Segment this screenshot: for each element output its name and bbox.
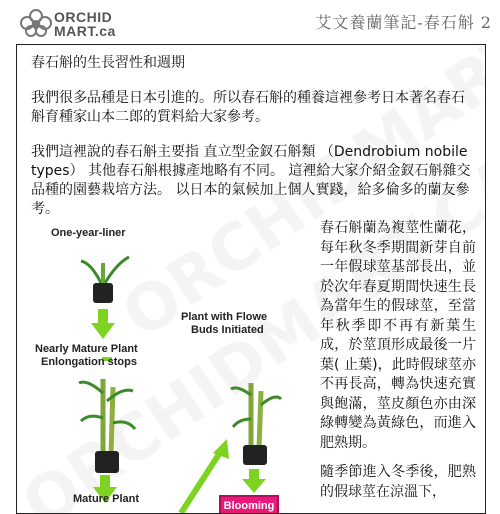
orchid-flower-icon (16, 8, 56, 38)
section-title: 春石斛的生長習性和週期 (31, 55, 185, 71)
growth-cycle-diagram (31, 223, 327, 513)
page-title: 艾文養蘭筆記-春石斛 2 (315, 13, 492, 32)
nobile-paragraph: 我們這裡說的春石斛主要指 直立型金釵石斛類 （Dendrobium nobile types） 其他春石斛根據產地略有不同。 這裡給大家介紹金釵石斛雜交品種的園藝栽培方法。 以日本的氣候加上個人實踐，給多倫多的蘭友參考。 (31, 144, 471, 217)
logo-text-line1: ORCHID (54, 9, 113, 25)
budding-plant-image (231, 383, 281, 465)
nearly-mature-label-line2: Enlongation stops (41, 356, 137, 368)
orchidmart-logo[interactable] (16, 8, 136, 38)
nearly-mature-plant-image (79, 379, 135, 473)
one-year-liner-label: One-year-liner (51, 227, 126, 239)
logo-text-line2: MART.ca (54, 23, 116, 39)
down-arrow-icon (242, 469, 266, 493)
flower-buds-label-line2: Buds Initiated (191, 324, 264, 336)
page-header (0, 0, 500, 44)
intro-paragraph: 我們很多品種是日本引進的。所以春石斛的種養這裡參考日本著名春石斛育種家山本二郎的質料給大家參考。 (31, 90, 465, 125)
growth-habit-text: 春石斛蘭為複莖性蘭花，每年秋冬季期間新芽自前一年假球莖基部長出，並於次年春夏期間快速生長為當年生的假球莖，至當年秋季即不再有新葉生成，於莖頂形成最後一片葉( 止葉)，此時假球莖亦不再長高，轉為快速充實與飽滿，莖皮顏色亦由深綠轉變為黃綠色，而進入肥熟期。 (320, 220, 476, 451)
blooming-badge: Blooming (219, 495, 279, 514)
flower-buds-label-line1: Plant with Flowe (181, 311, 268, 323)
young-plant-image (81, 257, 129, 303)
down-arrow-icon (91, 309, 115, 339)
winter-text: 隨季節進入冬季後，肥熟的假球莖在涼溫下， (320, 464, 476, 500)
mature-plant-label: Mature Plant (73, 493, 140, 505)
nearly-mature-label-line1: Nearly Mature Plant (35, 343, 138, 355)
article-panel (16, 44, 486, 514)
